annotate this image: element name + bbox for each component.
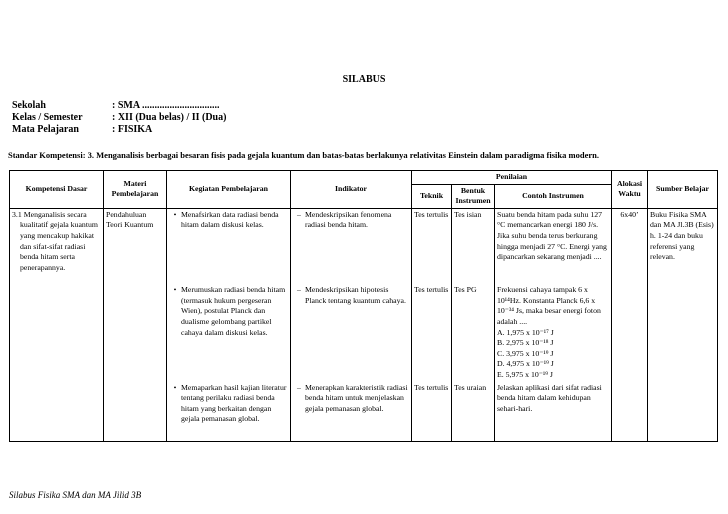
kegiatan-text: Menafsirkan data radiasi benda hitam dalam diskusi kelas. (181, 209, 279, 230)
teknik-cell: Tes tertulis (412, 284, 452, 381)
document-title: SILABUS (342, 74, 386, 85)
kompetensi-dasar (10, 208, 104, 441)
contoh-option: A. 1,975 x 10⁻¹⁷ J (497, 327, 554, 337)
bullet-icon: • (173, 382, 177, 392)
meta-mapel (12, 124, 152, 135)
dash-icon: – (297, 382, 301, 392)
meta-value: : XII (Dua belas) / II (Dua) (112, 112, 227, 123)
contoh-cell (495, 208, 612, 284)
contoh-cell (495, 284, 612, 381)
contoh-line: Frekuensi cahaya tampak 6 x 10¹⁴Hz. Konstanta Planck 6,6 x 10⁻³⁴ Js, maka besar energi foton adalah .... (497, 285, 601, 327)
meta-value: : FISIKA (112, 124, 153, 135)
contoh-option: D. 4,975 x 10⁻¹⁹ J (497, 359, 554, 369)
meta-kelas (12, 112, 226, 123)
materi-pembelajaran: Pendahuluan Teori Kuantum (104, 208, 167, 441)
bullet-icon: • (173, 209, 177, 219)
meta-label: Mata Pelajaran (12, 124, 79, 135)
contoh-line: Suatu benda hitam pada suhu 127 °C memancarkan energi 180 J/s. Jika suhu benda terus berkurang hingga menjadi 27 °C. Energi yang dipancarkan sekarang menjadi .... (497, 209, 607, 262)
header-indikator: Indikator (291, 171, 412, 209)
teknik-cell: Tes tertulis (412, 208, 452, 284)
kegiatan-text: Memaparkan hasil kajian literatur tentang perilaku radiasi benda hitam yang berkaitan dengan gejala pemanasan global. (181, 382, 287, 424)
bentuk-cell: Tes PG (452, 284, 495, 381)
dash-icon: – (297, 285, 301, 295)
alokasi-waktu: 6x40’ (612, 208, 648, 441)
contoh-cell (495, 382, 612, 442)
contoh-line: Jelaskan aplikasi dari sifat radiasi benda hitam dalam kehidupan sehari-hari. (497, 382, 602, 413)
sumber-belajar: Buku Fisika SMA dan MA Jl.3B (Esis) h. 1-24 dan buku referensi yang relevan. (648, 208, 718, 441)
dash-icon: – (297, 209, 301, 219)
teknik-cell: Tes tertulis (412, 382, 452, 442)
indikator-cell (291, 284, 412, 381)
kegiatan-cell (167, 382, 291, 442)
header-sumber: Sumber Belajar (648, 171, 718, 209)
indikator-text: Menerapkan karakteristik radiasi benda hitam untuk menjelaskan gejala pemanasan global. (305, 382, 408, 413)
header-penilaian: Penilaian (412, 171, 612, 185)
contoh-option: E. 5,975 x 10⁻¹⁹ J (497, 370, 553, 380)
kegiatan-cell (167, 208, 291, 284)
contoh-option: C. 3,975 x 10⁻¹⁹ J (497, 348, 554, 358)
indikator-text: Mendeskripsikan fenomena radiasi benda hitam. (305, 209, 392, 230)
indikator-cell (291, 208, 412, 284)
kegiatan-cell (167, 284, 291, 381)
silabus-table (9, 170, 718, 442)
indikator-cell (291, 382, 412, 442)
footer-text: Silabus Fisika SMA dan MA Jilid 3B (9, 490, 142, 500)
contoh-option: B. 2,975 x 10⁻¹⁸ J (497, 338, 554, 348)
indikator-text: Mendeskripsikan hipotesis Planck tentang kuantum cahaya. (305, 285, 406, 305)
header-bentuk: Bentuk Instrumen (452, 184, 495, 208)
header-kompetensi: Kompetensi Dasar (10, 171, 104, 209)
kompetensi-text: 3.1 Menganalisis secara kualitatif gejala kuantum yang mencakup hakikat dan sifat-sifat radiasi benda hitam serta penerapannya. (12, 209, 98, 272)
table-row (10, 208, 718, 284)
header-contoh: Contoh Instrumen (495, 184, 612, 208)
standar-kompetensi: Standar Kompetensi: 3. Menganalisis berbagai besaran fisis pada gejala kuantum dan batas-batas berlakunya relativitas Einstein dalam paradigma fisika modern. (8, 150, 599, 160)
kegiatan-text: Merumuskan radiasi benda hitam (termasuk hukum pergeseran Wien), postulat Planck dan dualisme gelombang partikel cahaya dalam diskusi kelas. (181, 285, 286, 337)
header-kegiatan: Kegiatan Pembelajaran (167, 171, 291, 209)
header-teknik: Teknik (412, 184, 452, 208)
meta-label: Sekolah (12, 100, 46, 111)
meta-value: : SMA ............................... (112, 100, 220, 111)
header-materi: Materi Pembelajaran (104, 171, 167, 209)
meta-sekolah (12, 100, 220, 111)
header-alokasi: Alokasi Waktu (612, 171, 648, 209)
bullet-icon: • (173, 285, 177, 295)
bentuk-cell: Tes uraian (452, 382, 495, 442)
meta-label: Kelas / Semester (12, 112, 83, 123)
bentuk-cell: Tes isian (452, 208, 495, 284)
